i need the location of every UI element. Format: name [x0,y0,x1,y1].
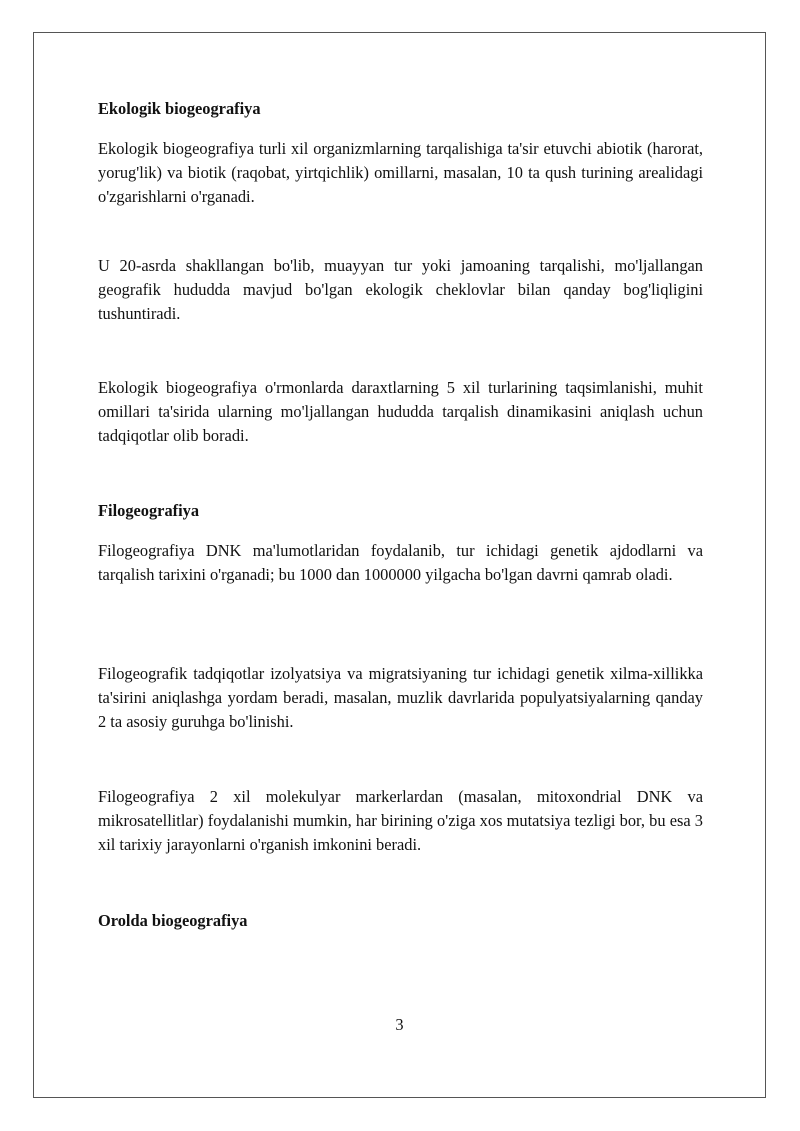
paragraph-filogeografiya-1: Filogeografiya DNK ma'lumotlaridan foydalanib, tur ichidagi genetik ajdodlarni va tarqalish tarixini o'rganadi; bu 1000 dan 1000000 yilgacha bo'lgan davrni qamrab oladi. [98,541,703,584]
paragraph-filogeografiya-2: Filogeografik tadqiqotlar izolyatsiya va migratsiyaning tur ichidagi genetik xilma-xillikka ta'sirini aniqlashga yordam beradi, masalan, muzlik davrlarida populyatsiyalarning qanday 2 ta asosiy guruhga bo'linishi. [98,664,703,731]
paragraph-ekologik-2: U 20-asrda shakllangan bo'lib, muayyan tur yoki jamoaning tarqalishi, mo'ljallangan geografik hududda mavjud bo'lgan ekologik cheklovlar bilan qanday bog'liqligini tushuntiradi. [98,256,703,323]
paragraph-ekologik-1: Ekologik biogeografiya turli xil organizmlarning tarqalishiga ta'sir etuvchi abiotik (harorat, yorug'lik) va biotik (raqobat, yirtqichlik) omillarni, masalan, 10 ta qush turining arealidagi o'zgarishlarni o'rganadi. [98,139,703,206]
document-page [33,32,766,1098]
paragraph-ekologik-3: Ekologik biogeografiya o'rmonlarda daraxtlarning 5 xil turlarining taqsimlanishi, muhit omillari ta'sirida ularning mo'ljallangan hududda tarqalish dinamikasini aniqlash uchun tadqiqotlar olib boradi. [98,378,703,445]
paragraph-filogeografiya-3: Filogeografiya 2 xil molekulyar markerlardan (masalan, mitoxondrial DNK va mikrosatellitlar) foydalanishi mumkin, har birining o'ziga xos mutatsiya tezligi bor, bu esa 3 xil tarixiy jarayonlarni o'rganish imkonini beradi. [98,787,703,854]
section-heading-orolda: Orolda biogeografiya [98,911,248,930]
section-heading-filogeografiya: Filogeografiya [98,501,200,520]
section-heading-ekologik: Ekologik biogeografiya [98,99,261,118]
page-number: 3 [395,1015,404,1034]
